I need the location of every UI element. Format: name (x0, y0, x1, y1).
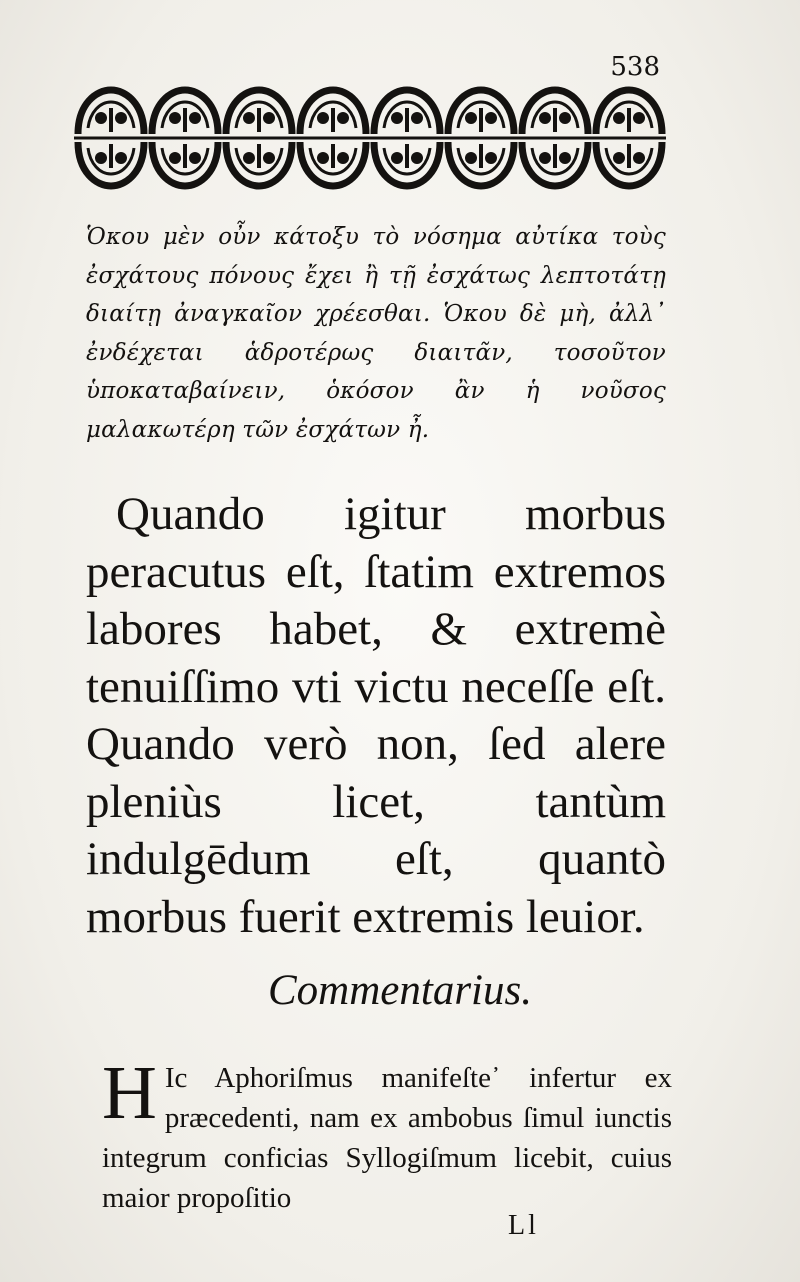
commentary-text: Ic Aphoriſmus manifeſte᾽ infertur ex præcedenti, nam ex ambobus ſimul iunctis integrum conficias Syllogiſmum licebit, cuius maior propoſitio (102, 1062, 672, 1214)
commentary-heading: Commentarius. (268, 967, 532, 1014)
latin-aphorism-text (86, 486, 666, 946)
latin-aphorism-body: Quando igitur morbus peracutus eſt, ſtatim extremos labores habet, & extremè tenuiſſimo vti victu neceſſe eſt. Quando verò non, ſed alere pleniùs licet, tantùm indulgēdum eſt, quantò morbus fuerit extremis leuior. (86, 488, 666, 943)
signature-mark: Ll (508, 1210, 539, 1241)
commentary-paragraph (102, 1051, 672, 1218)
greek-aphorism-text: Ὁκου μὲν οὖν κάτοξυ τὸ νόσημα αὐτίκα τοὺς ἐσχάτους πόνους ἔχει ἢ τῇ ἐσχάτως λεπτοτάτῃ διαίτῃ ἀναγκαῖον χρέεσθαι. Ὁκου δὲ μὴ, ἀλλ᾽ ἐνδέχεται ἁδροτέρως διαιτᾶν, τοσοῦτον ὑποκαταβαίνειν, ὁκόσον ἂν ἡ νοῦσος μαλακωτέρη τῶν ἐσχάτων ἦ. (86, 224, 666, 443)
drop-cap-initial: H (102, 1051, 157, 1135)
floral-ornament-band-icon (74, 84, 666, 190)
page-number: 538 (610, 52, 660, 82)
